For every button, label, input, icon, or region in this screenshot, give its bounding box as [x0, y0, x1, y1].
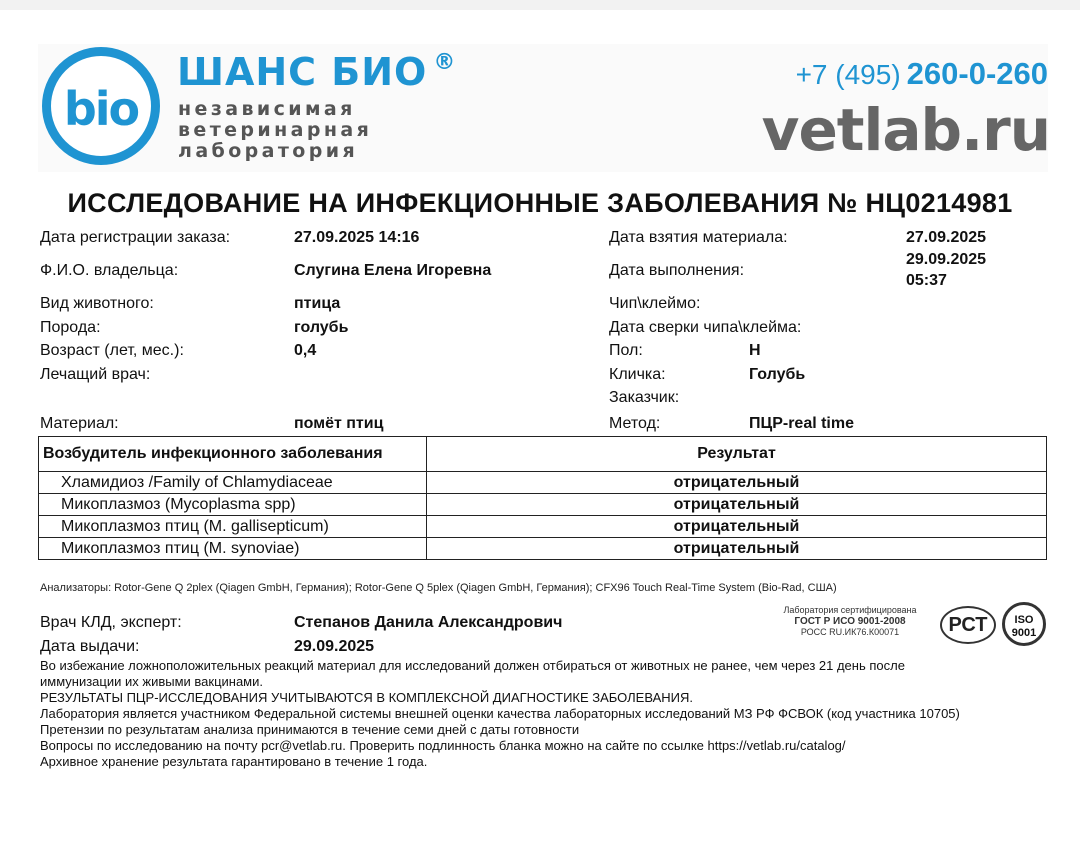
pet-name-value: Голубь [749, 366, 806, 383]
cert-line-3: РОСС RU.ИК76.К00071 [800, 627, 900, 637]
material-value: помёт птиц [294, 415, 384, 432]
registration-date-label: Дата регистрации заказа: [40, 229, 231, 246]
age-value: 0,4 [294, 342, 317, 359]
result-cell: отрицательный [427, 516, 1047, 538]
note-line: Лаборатория является участником Федеральной системы внешней оценки качества лабораторных исследований МЗ РФ ФСВОК (код участника 10705) [40, 706, 960, 721]
table-row [39, 472, 1047, 494]
pet-name-label: Кличка: [609, 366, 666, 383]
breed-label: Порода: [40, 319, 101, 336]
note-line: иммунизации их живыми вакцинами. [40, 674, 263, 689]
iso-label: ISO [1014, 614, 1034, 626]
cert-line-1: Лаборатория сертифицирована [783, 605, 917, 615]
pathogen-cell: Хламидиоз /Family of Chlamydiaceae [39, 472, 427, 494]
pathogen-cell: Микоплазмоз птиц (M. synoviae) [39, 538, 427, 560]
result-cell: отрицательный [427, 472, 1047, 494]
phone-code: +7 (495) [795, 59, 901, 90]
vet-label: Лечащий врач: [40, 366, 151, 383]
brand-text: ШАНС БИО [177, 50, 428, 94]
issue-date-value: 29.09.2025 [294, 638, 375, 655]
cert-line-2: ГОСТ Р ИСО 9001-2008 [794, 616, 906, 627]
breed-value: голубь [294, 319, 349, 336]
phone-number [796, 56, 1048, 92]
completion-time-value: 05:37 [906, 272, 947, 289]
table-row [39, 516, 1047, 538]
site-name: vetlab.ru [761, 96, 1050, 164]
table-row [39, 538, 1047, 560]
completion-date-value: 29.09.2025 [906, 251, 987, 268]
note-line: Во избежание ложноположительных реакций материал для исследований должен отбираться от животных не ранее, чем через 21 день после [40, 658, 905, 673]
note-line: РЕЗУЛЬТАТЫ ПЦР-ИССЛЕДОВАНИЯ УЧИТЫВАЮТСЯ В КОМПЛЕКСНОЙ ДИАГНОСТИКЕ ЗАБОЛЕВАНИЯ. [40, 690, 693, 705]
owner-label: Ф.И.О. владельца: [40, 262, 179, 279]
phone-digits: 260-0-260 [906, 56, 1048, 91]
rst-mark-icon: РСТ [940, 606, 996, 644]
logo-text: bio [63, 82, 139, 136]
registration-date-value: 27.09.2025 14:16 [294, 229, 420, 246]
sex-value: Н [749, 342, 761, 359]
age-label: Возраст (лет, мес.): [40, 342, 184, 359]
results-table [38, 436, 1047, 560]
iso-number: 9001 [1011, 627, 1037, 639]
result-cell: отрицательный [427, 538, 1047, 560]
tagline-line-2: ветеринарная [178, 119, 373, 141]
material-label: Материал: [40, 415, 119, 432]
brand-name [177, 50, 456, 94]
registered-mark: ® [433, 50, 457, 75]
analyzers-note: Анализаторы: Rotor-Gene Q 2plex (Qiagen GmbH, Германия); Rotor-Gene Q 5plex (Qiagen GmbH, Германия); CFX96 Touch Real-Time System (Bio-Rad, США) [40, 582, 837, 594]
doctor-label: Врач КЛД, эксперт: [40, 614, 182, 631]
bio-logo [42, 47, 160, 165]
top-band [0, 0, 1080, 10]
doctor-name: Степанов Данила Александрович [294, 614, 563, 631]
sampling-date-value: 27.09.2025 [906, 229, 987, 246]
sex-label: Пол: [609, 342, 643, 359]
pathogen-column-header: Возбудитель инфекционного заболевания [39, 437, 427, 472]
note-line: Вопросы по исследованию на почту pcr@vetlab.ru. Проверить подлинность бланка можно на сайте по ссылке https://vetlab.ru/catalog/ [40, 738, 846, 753]
table-row [39, 494, 1047, 516]
iso-seal-icon [1002, 602, 1046, 646]
certification-text [760, 605, 940, 638]
method-value: ПЦР-real time [749, 415, 854, 432]
pathogen-cell: Микоплазмоз птиц (M. gallisepticum) [39, 516, 427, 538]
issue-date-label: Дата выдачи: [40, 638, 140, 655]
tagline-line-3: лаборатория [178, 140, 359, 162]
customer-label: Заказчик: [609, 389, 680, 406]
chip-check-date-label: Дата сверки чипа\клейма: [609, 319, 802, 336]
result-column-header: Результат [427, 437, 1047, 472]
result-cell: отрицательный [427, 494, 1047, 516]
species-value: птица [294, 295, 341, 312]
note-line: Претензии по результатам анализа принимаются в течение семи дней с даты готовности [40, 722, 580, 737]
completion-date-label: Дата выполнения: [609, 262, 745, 279]
method-label: Метод: [609, 415, 661, 432]
pathogen-cell: Микоплазмоз (Mycoplasma spp) [39, 494, 427, 516]
tagline-line-1: независимая [178, 98, 356, 120]
document-title: ИССЛЕДОВАНИЕ НА ИНФЕКЦИОННЫЕ ЗАБОЛЕВАНИЯ № НЦ0214981 [67, 188, 1013, 218]
table-header-row [39, 437, 1047, 472]
sampling-date-label: Дата взятия материала: [609, 229, 788, 246]
owner-value: Слугина Елена Игоревна [294, 262, 492, 279]
note-line: Архивное хранение результата гарантировано в течение 1 года. [40, 754, 428, 769]
chip-label: Чип\клеймо: [609, 295, 701, 312]
species-label: Вид животного: [40, 295, 154, 312]
